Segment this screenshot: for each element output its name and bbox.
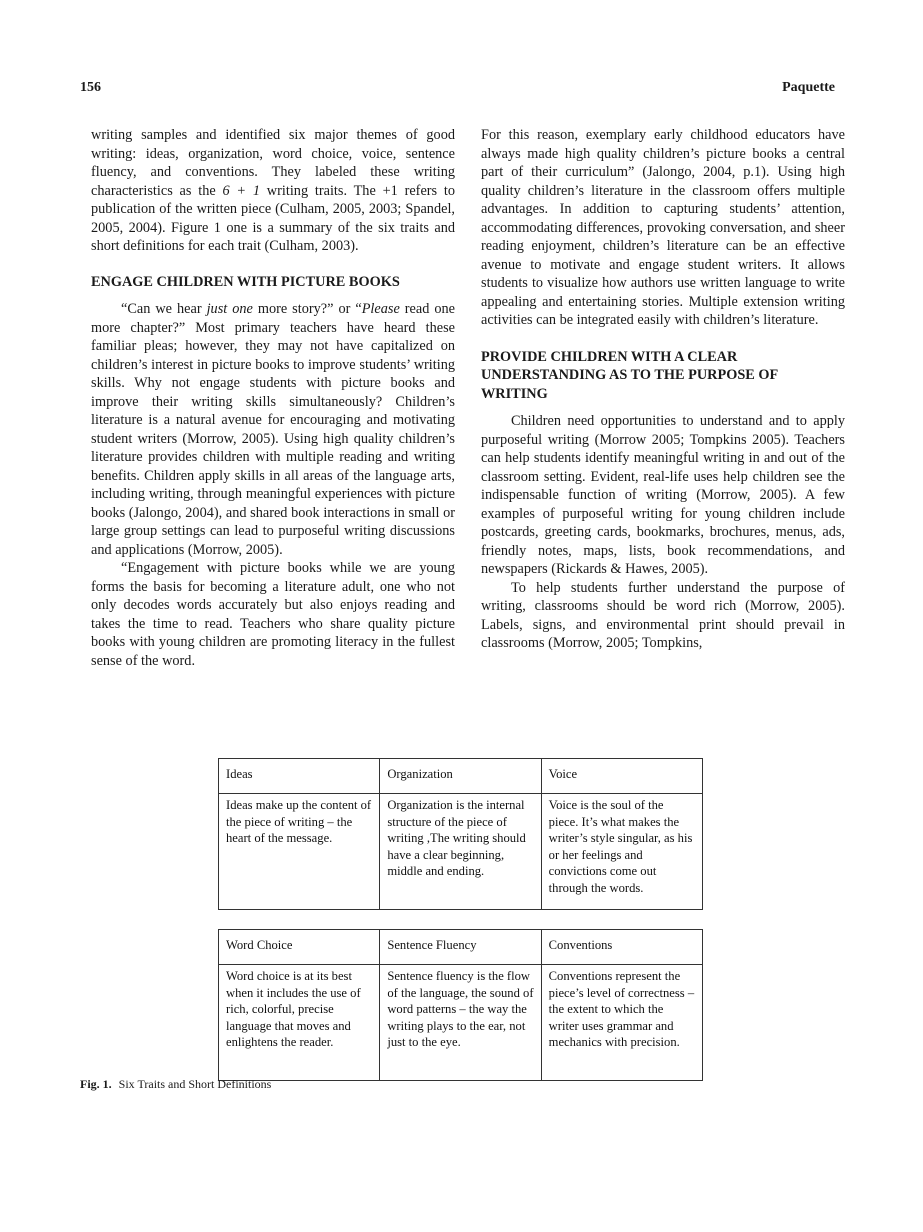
header-cell: Organization: [380, 759, 541, 794]
paragraph: “Engagement with picture books while we are young forms the basis for becoming a literature adult, one who not only decodes words accurately but also enjoys reading and takes the time to read. Teachers who share quality picture books with young children are promoting literacy in the fullest sense of the word.: [91, 560, 455, 669]
traits-table-1: [218, 758, 703, 910]
table-header-row: [219, 930, 703, 965]
table-cell: Sentence fluency is the flow of the language, the sound of word patterns – the way the writing plays to the ear, not just to the eye.: [380, 965, 541, 1081]
running-header: [80, 80, 835, 96]
table-cell: Conventions represent the piece’s level of correctness – the extent to which the writer uses grammar and mechanics with precision.: [541, 965, 702, 1081]
table-cell: Ideas make up the content of the piece of writing – the heart of the message.: [219, 794, 380, 910]
paragraph: To help students further understand the purpose of writing, classrooms should be word rich (Morrow, 2005). Labels, signs, and environmental print should prevail in classrooms (Morrow, 2005; Tompkins,: [481, 579, 845, 651]
header-cell: Conventions: [541, 930, 702, 965]
caption-text: Six Traits and Short Definitions: [118, 1077, 272, 1091]
table-cell: Voice is the soul of the piece. It’s what makes the writer’s style singular, as his or her feelings and convictions come out through the words.: [541, 794, 702, 910]
table-row: [219, 794, 703, 910]
paragraph: For this reason, exemplary early childhood educators have always made high quality children’s picture books a central part of their curriculum” (Jalongo, 2004, p.1). Using high quality children’s literature in the classroom offers multiple advantages. In addition to capturing students’ attention, accommodating differences, provoking conversation, and sheer reading enjoyment, children’s literature can be an effective avenue to motivate and engage student writers. It allows students to visualize how authors use written language to write appealing and entertaining stories. Multiple extension writing activities can be integrated easily with children’s literature.: [481, 127, 845, 328]
running-title: Paquette: [782, 80, 835, 95]
section-heading: ENGAGE CHILDREN WITH PICTURE BOOKS: [91, 273, 400, 290]
figure-caption: [80, 1077, 271, 1092]
paragraph: “Can we hear just one more story?” or “Please read one more chapter?” Most primary teachers have heard these familiar pleas; however, they may not have capitalized on children’s interest in picture books to improve students’ writing skills. Why not engage students with picture books and improve their writing skills simultaneously? Children’s literature is a natural avenue for encouraging and motivating student writers (Morrow, 2005). Using high quality children’s literature provides children with multiple reading and writing benefits. Children apply skills in all areas of the language arts, including writing, through meaningful experiences with picture books (Jalongo, 2004), and shared book interactions in small or large group settings can lead to purposeful writing discussions and applications (Morrow, 2005).: [91, 301, 455, 558]
section-heading: PROVIDE CHILDREN WITH A CLEAR UNDERSTANDING AS TO THE PURPOSE OF WRITING: [481, 348, 778, 402]
caption-label: Fig. 1.: [80, 1077, 112, 1091]
table-cell: Word choice is at its best when it includes the use of rich, colorful, precise language that moves and enlightens the reader.: [219, 965, 380, 1081]
left-column: [91, 126, 455, 670]
header-cell: Word Choice: [219, 930, 380, 965]
paragraph: writing samples and identified six major themes of good writing: ideas, organization, word choice, voice, sentence fluency, and conventions. They labeled these writing characteristics as the 6 + 1 writing traits. The +1 refers to publication of the written piece (Culham, 2005, 2003; Spandel, 2005, 2004). Figure 1 one is a summary of the six traits and short definitions for each trait (Culham, 2003).: [91, 127, 456, 254]
table-header-row: [219, 759, 703, 794]
right-column: [481, 126, 845, 653]
header-cell: Ideas: [219, 759, 380, 794]
paragraph: Children need opportunities to understand and to apply purposeful writing (Morrow 2005; Tompkins 2005). Teachers can help students identify meaningful writing in and out of the classroom setting. Evident, real-life uses help children see the indispensable function of writing (Morrow, 2005). A few examples of purposeful writing for young children include postcards, greeting cards, bookmarks, brochures, menus, ads, friendly notes, maps, lists, book recommendations, and newspapers (Rickards & Hawes, 2005).: [481, 413, 845, 577]
table-cell: Organization is the internal structure of the piece of writing ,The writing should have a clear beginning, middle and ending.: [380, 794, 541, 910]
page-number: 156: [80, 80, 101, 95]
header-cell: Voice: [541, 759, 702, 794]
table-row: [219, 965, 703, 1081]
header-cell: Sentence Fluency: [380, 930, 541, 965]
traits-table-2: [218, 929, 703, 1081]
